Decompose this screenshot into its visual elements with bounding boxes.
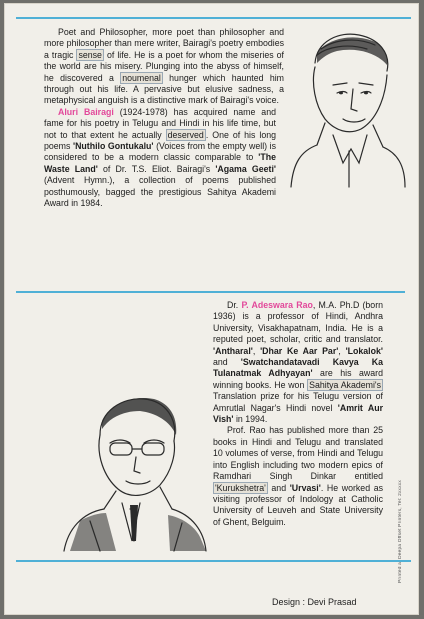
bairagi-portrait-sketch	[287, 23, 407, 189]
text-run: are his award winning books. He won	[213, 368, 383, 390]
highlighted-word: Sahitya Akademi's	[309, 379, 381, 390]
text-run: of Dr. T.S. Eliot. Bairagi's	[97, 163, 216, 174]
adeswara-rao-bio-paragraph-2	[213, 425, 383, 528]
text-run: hunger which haunted him through out his life. A pervasive but elusive sadness, a metaphysical anguish is a distinctive mark of Bairagi's voice.	[44, 72, 284, 106]
design-credit: Design : Devi Prasad	[272, 597, 357, 607]
adeswara-rao-bio-paragraph-1	[213, 300, 383, 425]
text-run: of life. He is a poet for whom the miseries of the world are his misery. Plunging into the abyss of himself, he discovered a	[44, 49, 284, 83]
highlighted-word: 'Kurukshetra'	[215, 482, 266, 493]
text-run: ,	[252, 345, 261, 356]
author-name: P. Adeswara Rao	[241, 300, 313, 310]
text-run: Prof. Rao has published more than 25 books in Hindi and Telugu and translated 10 volumes of verse, from Hindi and Telugu into English including two modern epics of Ramdhari Singh Dinkar entitled	[213, 425, 383, 482]
text-run: Translation prize for his Telugu version of Amrutlal Nagar's Hindi novel	[213, 391, 383, 413]
book-title: 'Lokalok'	[345, 345, 383, 356]
text-run: (Voices from the empty well) is considered to be a modern classic comparable to	[44, 141, 276, 163]
book-title: 'Agama Geeti'	[215, 163, 276, 174]
book-title: 'Amrit Aur Vish'	[213, 402, 383, 425]
adeswara-rao-portrait-sketch	[60, 391, 210, 553]
text-run: Dr.	[227, 300, 242, 310]
text-run: . One of his long poems	[44, 129, 277, 152]
bairagi-bio-paragraph-2	[44, 107, 276, 210]
highlighted-word: sense	[78, 49, 102, 60]
text-run: and	[213, 357, 241, 368]
book-title: 'Swatchandatavadi Kavya Ka Tulanatmak Adhyayan'	[213, 357, 383, 379]
book-title: 'Antharal'	[213, 345, 253, 356]
bairagi-bio	[44, 27, 284, 210]
highlighted-word: noumenal	[122, 72, 161, 83]
back-cover	[4, 3, 419, 615]
middle-divider	[16, 291, 405, 293]
text-run: . He worked as visiting professor of Indology at Catholic University of Leuveh and State University of Ghent, Belguim.	[213, 482, 383, 527]
text-run: , M.A. Ph.D (born 1936) is a professor of Hindi, Andhra University, Visakhapatnam, India. He is a reputed poet, scholar, critic and translator.	[213, 300, 384, 345]
bottom-divider	[16, 560, 411, 562]
text-run: ,	[338, 345, 346, 356]
book-title: 'Urvasi'	[289, 482, 321, 493]
book-title: 'The Waste Land'	[44, 152, 276, 174]
printer-imprint: Printed at Deepa Offset Printers, Tel: 2xxxxx	[398, 480, 403, 583]
highlighted-word: deserved	[167, 129, 204, 140]
book-title: 'Nuthilo Gontukalu'	[72, 141, 154, 152]
author-name: Aluri Bairagi	[58, 106, 114, 117]
top-divider	[16, 17, 411, 19]
book-title: 'Dhar Ke Aar Par'	[260, 345, 339, 356]
text-run: (1924-1978) has acquired name and fame for his poetry in Telugu and Hindi in his life time, but not to that extent he actually	[44, 106, 276, 140]
text-run: (Advent Hymn.), a collection of poems published posthumously, bagged the prestigious Sahitya Akademi Award in 1984.	[44, 175, 276, 209]
text-run: and	[267, 482, 290, 493]
adeswara-rao-bio	[213, 300, 383, 528]
bairagi-bio-paragraph-1	[44, 27, 284, 107]
text-run: Poet and Philosopher, more poet than philosopher and more philosopher than mere writer, Bairagi's poetry embodies a tragic	[44, 27, 284, 60]
text-run: in 1994.	[233, 414, 268, 425]
